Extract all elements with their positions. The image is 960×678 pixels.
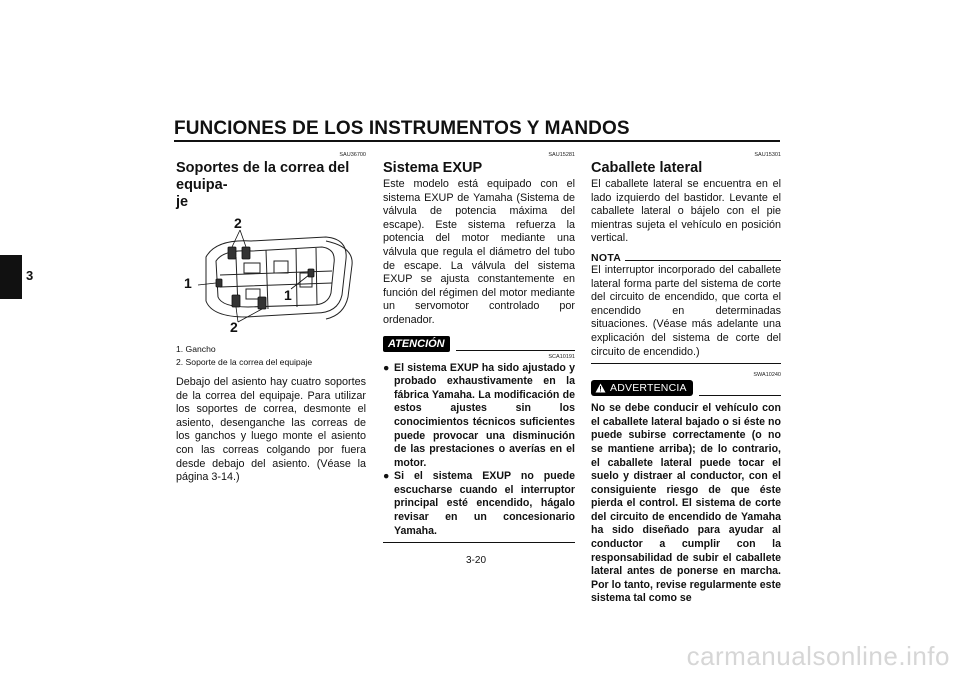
- seat-frame-illustration: [176, 217, 366, 335]
- warning-triangle-icon: [595, 383, 606, 393]
- page-number: 3-20: [466, 555, 487, 566]
- section-title-exup: Sistema EXUP: [383, 160, 483, 176]
- notice-rule: [456, 350, 575, 351]
- caption-item: 2. Soporte de la correa del equipaje: [176, 356, 313, 367]
- hook-right: [308, 269, 314, 277]
- figure-callout-2-bottom: 2: [230, 319, 238, 335]
- hook-left: [216, 279, 222, 287]
- caption-item: 1. Gancho: [176, 344, 216, 354]
- nota-rule: [625, 260, 781, 261]
- figure-callout-1-left: 1: [184, 275, 192, 291]
- nota-text: El interruptor incorporado del caballete lateral forma parte del sistema de corte del circuito de encendido, que corta el encendido en determinadas situaciones. (Véase más adelante una explicación del sistema de corte del circuito de encendido.): [591, 263, 781, 358]
- warning-rule: [699, 395, 781, 396]
- notice-code: SCA10191: [548, 353, 575, 360]
- strap-holder-left-top: [228, 247, 236, 259]
- section-title-sidestand: Caballete lateral: [591, 160, 703, 176]
- warning-badge: ADVERTENCIA: [591, 380, 693, 396]
- chapter-tab: [0, 255, 22, 299]
- warning-text: No se debe conducir el vehículo con el caballete lateral bajado o si éste no puede subirse correctamente (o no se mantiene arriba); de lo contrario, el caballete lateral puede tocar el suelo y distraer al conductor, con el consiguiente riesgo de que éste pierda el control. El sistema de corte del circuito de encendido de Yamaha ha sido diseñado para ayudar al conductor a cumplir con la responsabilidad de subir el caballete lateral antes de ponerse en marcha. Por lo tanto, revise regularmente este sistema tal como se: [591, 402, 781, 605]
- column-sidestand: [591, 152, 781, 606]
- notice-bullets: [383, 362, 575, 539]
- figure-seat-underside: [176, 217, 366, 335]
- nota-end-rule: [591, 363, 781, 364]
- notice-badge: ATENCIÓN: [383, 336, 450, 352]
- section-code: SAU15281: [548, 152, 575, 158]
- strap-holder-right-top: [242, 247, 250, 259]
- notice-header: [383, 336, 575, 352]
- notice-bullet: ● Si el sistema EXUP no puede escucharse cuando el interruptor principal esté encendido, hágalo revisar en un concesionario Yamaha.: [383, 470, 575, 537]
- figure-captions: [176, 343, 366, 368]
- chapter-number: 3: [26, 268, 34, 283]
- strap-holder-left-bottom: [232, 295, 240, 307]
- section-title-luggage-strap: Soportes de la correa del equipa- je: [176, 160, 350, 210]
- bullet-icon: ●: [383, 470, 390, 483]
- bullet-icon: ●: [383, 361, 390, 374]
- section-code: SAU15301: [754, 152, 781, 158]
- nota-header: [591, 252, 781, 264]
- notice-end-rule: [383, 542, 575, 543]
- header-rule: [174, 140, 780, 142]
- figure-callout-2-top: 2: [234, 215, 242, 231]
- notice-bullet: ● El sistema EXUP ha sido ajustado y probado exhaustivamente en la fábrica Yamaha. La modificación de estos ajustes sin los conocimientos técnicos suficientes puede provocar una disminución de las prestaciones o averías en el motor.: [383, 361, 575, 469]
- exup-paragraph: Este modelo está equipado con el sistema EXUP de Yamaha (Sistema de válvula de potencia máxima del escape). Este sistema refuerza la potencia del motor mediante una válvula que regula el diámetro del tubo de escape. La válvula del sistema EXUP se ajusta constantemente en función del régimen del motor mediante un servomotor controlado por ordenador.: [383, 178, 575, 326]
- page-header-title: FUNCIONES DE LOS INSTRUMENTOS Y MANDOS: [174, 118, 630, 139]
- warning-header: [591, 380, 781, 396]
- sidestand-paragraph: El caballete lateral se encuentra en el lado izquierdo del bastidor. Levante el caballete lateral o bájelo con el pie mientras sujeta el vehículo en posición vertical.: [591, 178, 781, 245]
- luggage-strap-paragraph: Debajo del asiento hay cuatro soportes de la correa del equipaje. Para utilizar los soportes de correa, desmonte el asiento, desenganche las correas de los ganchos y luego monte el asiento con las correas colgando por fuera desde debajo del asiento. (Véase la página 3-14.): [176, 376, 366, 484]
- strap-holder-right-bottom: [258, 297, 266, 309]
- warning-code: SWA10240: [753, 372, 781, 379]
- nota-label: NOTA: [591, 251, 622, 264]
- column-luggage-strap: [176, 152, 366, 485]
- column-exup: [383, 152, 575, 543]
- figure-callout-1-right: 1: [284, 287, 292, 303]
- section-code: SAU36700: [339, 152, 366, 158]
- watermark: carmanualsonline.info: [686, 641, 950, 671]
